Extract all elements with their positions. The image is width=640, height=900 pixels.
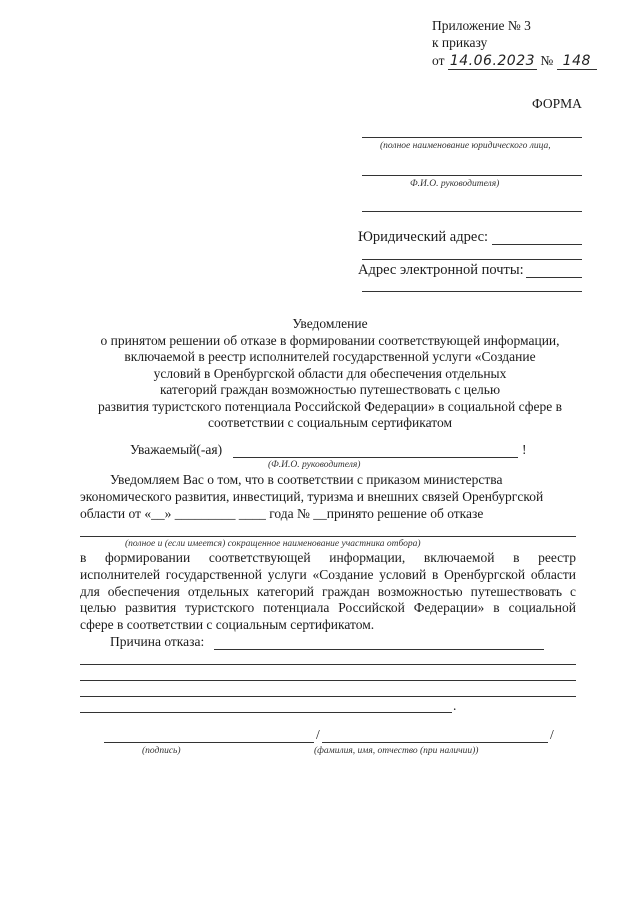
signature-caption: (подпись) [142, 746, 181, 756]
name-caption: (фамилия, имя, отчество (при наличии)) [314, 746, 479, 756]
participant-caption: (полное и (если имеется) сокращенное наименование участника отбора) [125, 539, 421, 549]
participant-line [80, 536, 576, 537]
org-name-line [362, 137, 582, 138]
greeting: Уважаемый(-ая) [130, 442, 223, 457]
appendix-number: 148 [557, 53, 597, 70]
reason-line-1 [214, 649, 544, 650]
signature-line [104, 742, 314, 743]
title-line: включаемой в реестр исполнителей государственной услуги «Создание [124, 349, 536, 364]
reason-line-3 [80, 680, 576, 681]
title-line: категорий граждан возможностью путешествовать с целью [159, 382, 501, 397]
recipient-extra-line [362, 211, 582, 212]
title-line: о принятом решении об отказе в формировании соответствующей информации, [100, 332, 560, 348]
legal-address-label: Юридический адрес: [358, 229, 489, 245]
appendix-line-1: Приложение № 3 [432, 18, 531, 33]
email-line-2 [362, 291, 582, 292]
appendix-date: 14.06.2023 [449, 53, 536, 69]
body-line: экономического развития, инвестиций, туризма и внешних связей Оренбургской [80, 489, 544, 504]
greeting-caption: (Ф.И.О. руководителя) [268, 460, 361, 470]
signature-slash-1: / [316, 727, 320, 742]
signature-slash-2: / [550, 727, 554, 742]
legal-address-line [492, 244, 582, 245]
body-line: области от «__» _________ ____ года № __принято решение об отказе [80, 506, 484, 521]
para-line: исполнителей государственной услуги «Создание условий в Оренбургской области [80, 566, 576, 582]
reason-line-5 [80, 712, 452, 713]
para-line: в формировании соответствующей информации, включаемой в реестр [80, 550, 576, 565]
reason-label: Причина отказа: [110, 634, 205, 649]
number-sign: № [540, 53, 554, 68]
reason-line-2 [80, 664, 576, 665]
head-name-caption: Ф.И.О. руководителя) [410, 179, 500, 189]
appendix-line-2: к приказу [432, 35, 488, 50]
name-line [322, 742, 548, 743]
para-line: для обеспечения отдельных категорий граждан возможностью путешествовать с [80, 583, 576, 599]
paragraph-2 [80, 550, 576, 634]
head-name-line [362, 175, 582, 176]
title-line: условий в Оренбургской области для обеспечения отдельных [153, 365, 507, 381]
legal-address-line-2 [362, 259, 582, 260]
org-name-caption: (полное наименование юридического лица, [380, 141, 551, 151]
reason-line-4 [80, 696, 576, 697]
body-line: Уведомляем Вас о том, что в соответствии с приказом министерства [110, 472, 503, 487]
reason-end: . [453, 698, 457, 713]
notice-title [60, 316, 600, 432]
para-line: сфере в соответствии с социальным сертификатом. [80, 617, 375, 633]
title-line: Уведомление [292, 316, 368, 331]
greeting-end: ! [522, 442, 527, 457]
email-label: Адрес электронной почты: [358, 262, 524, 278]
greeting-line [233, 457, 518, 458]
appendix-date-row [432, 53, 597, 70]
title-line: соответствии с социальным сертификатом [207, 415, 452, 430]
title-line: развития туристского потенциала Российской Федерации» в социальной сфере в [97, 398, 563, 414]
date-prefix: от [432, 53, 445, 68]
email-line [526, 277, 582, 278]
form-label: ФОРМА [532, 96, 582, 111]
para-line: целью развития туристского потенциала Российской Федерации» в социальной [80, 600, 576, 616]
